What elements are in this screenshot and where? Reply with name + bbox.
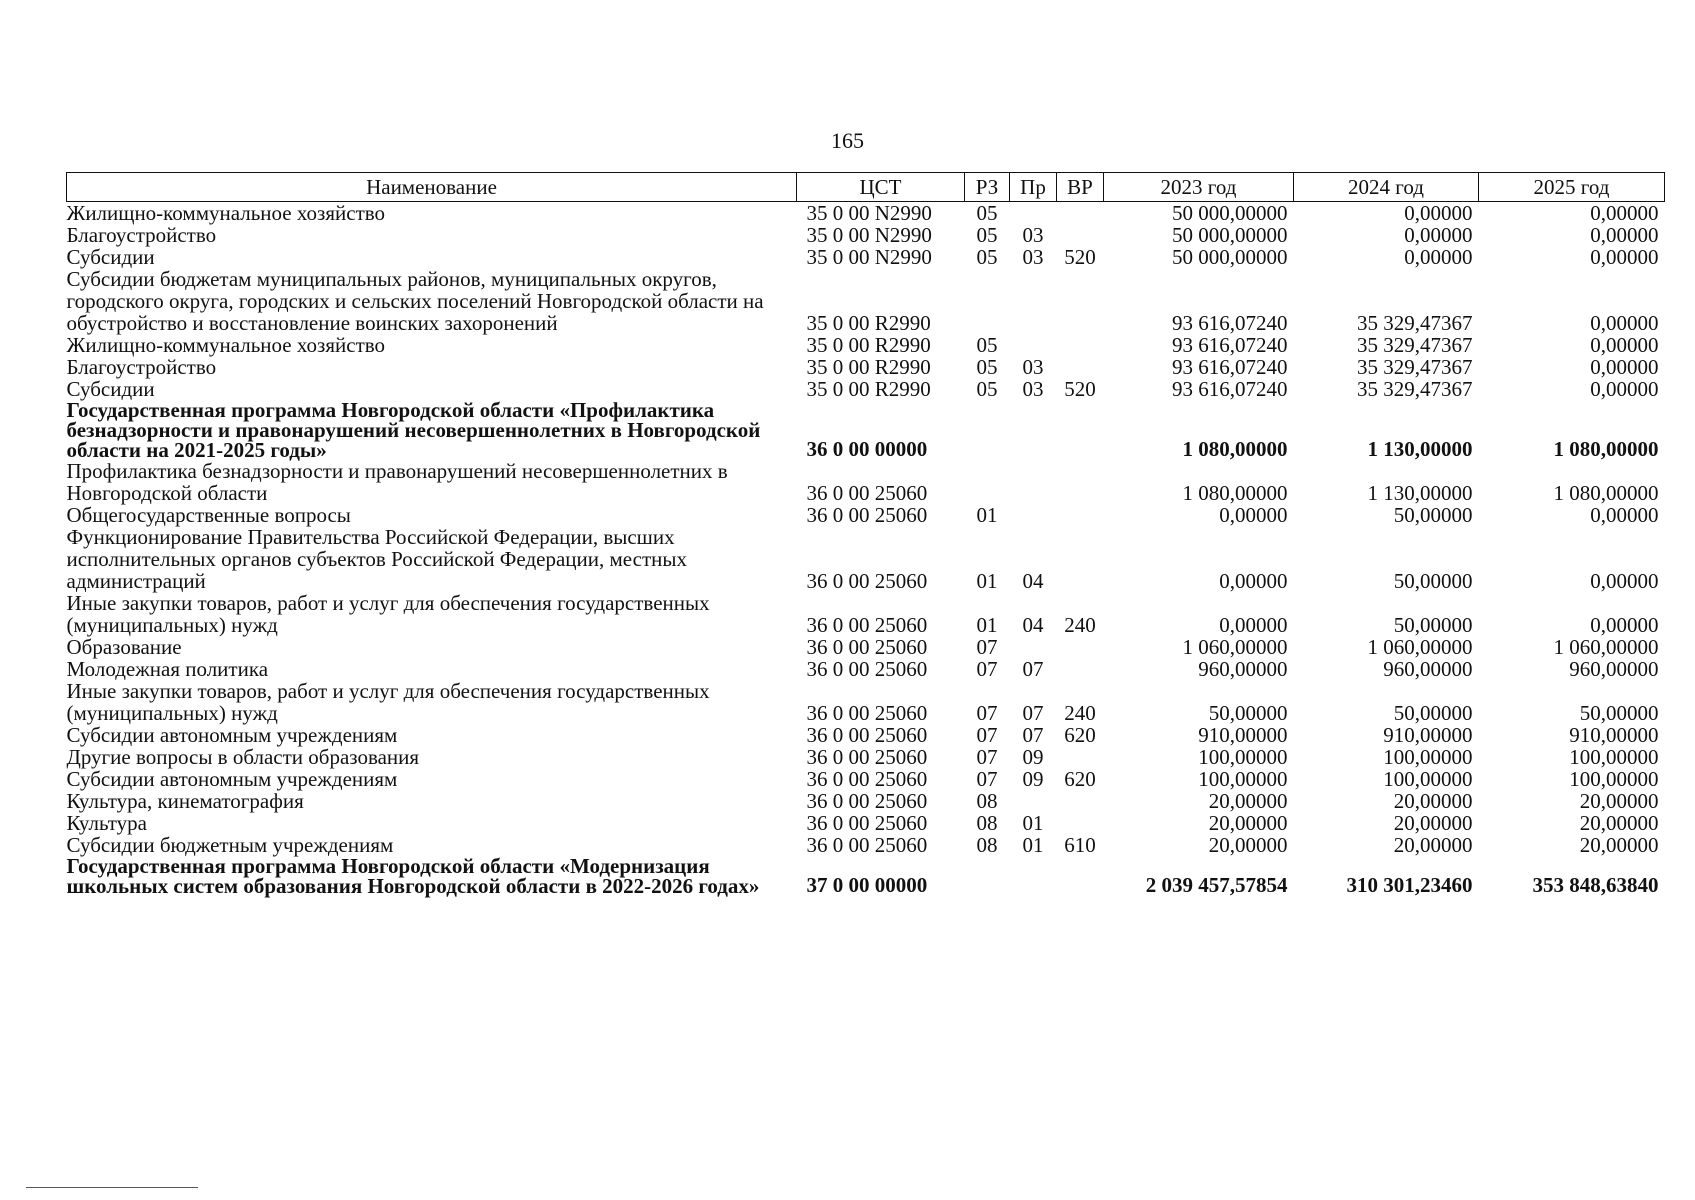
row-rz [965,856,1010,896]
row-pr [1010,400,1057,460]
header-2024: 2024 год [1294,173,1479,202]
row-pr: 01 [1022,811,1044,835]
row-vr: 620 [1064,767,1096,791]
row-rz: 07 [976,657,998,681]
row-value-2025: 0,00000 [1590,377,1659,401]
row-value-2024: 1 130,00000 [1367,481,1473,505]
table-row [67,400,1665,460]
row-value-2024: 0,00000 [1404,223,1473,247]
table-row [67,268,1665,334]
table-header-row [67,173,1665,202]
row-value-2023: 100,00000 [1198,745,1288,769]
row-rz: 07 [976,745,998,769]
row-cst: 36 0 00 25060 [806,723,928,747]
row-pr: 07 [1022,657,1044,681]
table-row [67,460,1665,504]
row-value-2024: 20,00000 [1393,833,1473,857]
row-vr: 240 [1064,613,1096,637]
row-value-2023: 93 616,07240 [1172,355,1288,379]
row-name: Молодежная политика [66,657,269,681]
header-cst: ЦСТ [797,173,965,202]
row-value-2023: 93 616,07240 [1172,377,1288,401]
row-value-2023: 100,00000 [1198,767,1288,791]
row-cst: 37 0 00 00000 [806,873,928,897]
row-value-2024: 50,00000 [1393,613,1473,637]
row-value-2024: 0,00000 [1404,201,1473,225]
row-pr: 09 [1022,745,1044,769]
row-rz [965,400,1010,460]
row-vr [1057,202,1104,225]
row-rz: 01 [976,503,998,527]
row-value-2023: 2 039 457,57854 [1145,873,1288,897]
row-value-2024: 35 329,47367 [1357,333,1473,357]
row-name: Субсидии бюджетным учреждениям [66,833,394,857]
row-vr [1057,400,1104,460]
row-vr: 240 [1064,701,1096,725]
row-rz [965,268,1010,334]
row-vr [1057,268,1104,334]
table-row [67,680,1665,724]
row-pr: 03 [1022,355,1044,379]
row-value-2025: 960,00000 [1569,657,1659,681]
row-vr: 520 [1064,245,1096,269]
row-value-2023: 960,00000 [1198,657,1288,681]
row-value-2023: 0,00000 [1219,569,1288,593]
table-row [67,834,1665,856]
row-value-2025: 0,00000 [1590,245,1659,269]
row-cst: 35 0 00 R2990 [806,355,931,379]
row-pr [1010,504,1057,526]
row-value-2025: 0,00000 [1590,201,1659,225]
row-cst: 36 0 00 25060 [806,811,928,835]
row-rz: 01 [976,569,998,593]
row-value-2024: 1 130,00000 [1367,437,1473,461]
row-value-2024: 1 060,00000 [1367,635,1473,659]
page-number: 165 [831,128,864,153]
table-row [67,526,1665,592]
row-value-2025: 50,00000 [1579,701,1659,725]
row-rz: 01 [976,613,998,637]
row-vr [1057,334,1104,356]
row-value-2025: 910,00000 [1569,723,1659,747]
row-name: Субсидии автономным учреждениям [66,723,398,747]
row-vr [1057,856,1104,896]
row-value-2023: 1 080,00000 [1182,437,1288,461]
row-value-2023: 50 000,00000 [1172,245,1288,269]
row-value-2024: 35 329,47367 [1357,355,1473,379]
row-name: Общегосударственные вопросы [66,503,351,527]
row-vr: 620 [1064,723,1096,747]
row-cst: 36 0 00 25060 [806,745,928,769]
header-2025: 2025 год [1479,173,1665,202]
row-pr: 03 [1022,223,1044,247]
row-value-2023: 20,00000 [1208,833,1288,857]
budget-table [66,172,1665,896]
row-value-2024: 50,00000 [1393,503,1473,527]
row-rz: 05 [976,355,998,379]
row-value-2023: 50 000,00000 [1172,223,1288,247]
table-row [67,768,1665,790]
row-value-2024: 50,00000 [1393,569,1473,593]
row-cst: 35 0 00 N2990 [806,223,932,247]
row-pr: 03 [1022,245,1044,269]
row-vr [1057,526,1104,592]
header-vr: ВР [1057,173,1104,202]
row-cst: 36 0 00 25060 [806,657,928,681]
row-vr: 520 [1064,377,1096,401]
row-value-2023: 93 616,07240 [1172,333,1288,357]
row-value-2025: 0,00000 [1590,311,1659,335]
row-name: Профилактика безнадзорности и правонарушений несовершеннолетних в Новгородской области [66,459,728,505]
row-rz: 05 [976,377,998,401]
row-rz: 08 [976,789,998,813]
row-cst: 36 0 00 00000 [806,437,928,461]
row-value-2024: 310 301,23460 [1346,873,1473,897]
row-cst: 36 0 00 25060 [806,701,928,725]
row-rz: 05 [976,245,998,269]
row-value-2025: 100,00000 [1569,767,1659,791]
row-value-2023: 1 060,00000 [1182,635,1288,659]
row-name: Благоустройство [66,223,217,247]
row-vr [1057,504,1104,526]
row-rz: 07 [976,767,998,791]
row-rz: 05 [976,333,998,357]
header-2023: 2023 год [1104,173,1294,202]
row-value-2024: 100,00000 [1383,767,1473,791]
row-value-2025: 100,00000 [1569,745,1659,769]
table-row [67,658,1665,680]
row-value-2025: 0,00000 [1590,333,1659,357]
row-rz: 08 [976,833,998,857]
row-name: Другие вопросы в области образования [66,745,420,769]
row-value-2023: 20,00000 [1208,789,1288,813]
row-cst: 35 0 00 R2990 [806,333,931,357]
row-cst: 36 0 00 25060 [806,635,928,659]
row-cst: 36 0 00 25060 [806,569,928,593]
row-vr [1057,812,1104,834]
row-name: Государственная программа Новгородской области «Профилактика безнадзорности и правонарушений несовершеннолетних в Новгородской области на 2021-2025 годы» [66,398,761,462]
row-pr: 09 [1022,767,1044,791]
row-cst: 36 0 00 25060 [806,789,928,813]
table-row [67,356,1665,378]
row-name: Функционирование Правительства Российской Федерации, высших исполнительных органов субъектов Российской Федерации, местных администраций [66,525,687,593]
row-value-2025: 1 080,00000 [1553,481,1659,505]
row-value-2023: 0,00000 [1219,613,1288,637]
footer-divider [26,1187,198,1188]
row-value-2024: 100,00000 [1383,745,1473,769]
row-pr: 03 [1022,377,1044,401]
row-name: Благоустройство [66,355,217,379]
row-cst: 36 0 00 25060 [806,481,928,505]
row-rz: 05 [976,223,998,247]
row-value-2023: 1 080,00000 [1182,481,1288,505]
row-name: Субсидии [66,245,155,269]
row-value-2023: 910,00000 [1198,723,1288,747]
row-value-2025: 20,00000 [1579,789,1659,813]
row-cst: 36 0 00 25060 [806,833,928,857]
row-name: Иные закупки товаров, работ и услуг для обеспечения государственных (муниципальных) нужд [66,591,710,637]
row-name: Культура, кинематография [66,789,304,813]
row-pr: 04 [1022,569,1044,593]
table-row [67,224,1665,246]
table-row [67,724,1665,746]
row-value-2025: 20,00000 [1579,811,1659,835]
row-value-2024: 35 329,47367 [1357,311,1473,335]
row-value-2024: 0,00000 [1404,245,1473,269]
table-row [67,246,1665,268]
row-name: Жилищно-коммунальное хозяйство [66,201,386,225]
row-rz: 07 [976,635,998,659]
row-value-2024: 20,00000 [1393,789,1473,813]
row-value-2023: 50 000,00000 [1172,201,1288,225]
row-rz: 05 [976,201,998,225]
row-vr [1057,356,1104,378]
row-pr: 04 [1022,613,1044,637]
row-cst: 36 0 00 25060 [806,613,928,637]
row-value-2023: 50,00000 [1208,701,1288,725]
table-row [67,636,1665,658]
row-value-2023: 93 616,07240 [1172,311,1288,335]
row-value-2024: 35 329,47367 [1357,377,1473,401]
table-row [67,334,1665,356]
header-rz: РЗ [965,173,1010,202]
row-name: Субсидии [66,377,155,401]
table-row [67,812,1665,834]
row-value-2024: 50,00000 [1393,701,1473,725]
row-rz: 08 [976,811,998,835]
row-pr: 07 [1022,723,1044,747]
header-name: Наименование [67,173,797,202]
row-cst: 35 0 00 R2990 [806,311,931,335]
row-pr [1010,636,1057,658]
row-name: Образование [66,635,182,659]
table-row [67,202,1665,225]
row-pr [1010,460,1057,504]
row-vr [1057,658,1104,680]
row-pr [1010,856,1057,896]
row-value-2025: 1 060,00000 [1553,635,1659,659]
row-rz: 07 [976,723,998,747]
row-name: Жилищно-коммунальное хозяйство [66,333,386,357]
row-name: Иные закупки товаров, работ и услуг для обеспечения государственных (муниципальных) нужд [66,679,710,725]
row-cst: 36 0 00 25060 [806,503,928,527]
row-pr [1010,334,1057,356]
row-vr [1057,224,1104,246]
row-value-2025: 0,00000 [1590,613,1659,637]
header-pr: Пр [1010,173,1057,202]
row-vr [1057,636,1104,658]
row-name: Субсидии автономным учреждениям [66,767,398,791]
row-cst: 36 0 00 25060 [806,767,928,791]
row-pr [1010,202,1057,225]
row-cst: 35 0 00 N2990 [806,245,932,269]
row-name: Государственная программа Новгородской области «Модернизация школьных систем образования Новгородской области в 2022-2026 годах» [66,854,760,898]
row-rz [965,460,1010,504]
row-value-2023: 0,00000 [1219,503,1288,527]
table-row [67,856,1665,896]
table-row [67,504,1665,526]
table-body [67,202,1665,897]
row-value-2025: 0,00000 [1590,223,1659,247]
table-row [67,746,1665,768]
row-cst: 35 0 00 R2990 [806,377,931,401]
row-vr [1057,460,1104,504]
row-pr [1010,268,1057,334]
table-row [67,790,1665,812]
row-value-2024: 910,00000 [1383,723,1473,747]
table-row [67,378,1665,400]
table-row [67,592,1665,636]
row-value-2023: 20,00000 [1208,811,1288,835]
row-value-2025: 1 080,00000 [1553,437,1659,461]
row-value-2025: 20,00000 [1579,833,1659,857]
row-pr: 07 [1022,701,1044,725]
row-value-2025: 0,00000 [1590,355,1659,379]
row-vr: 610 [1064,833,1096,857]
row-value-2025: 0,00000 [1590,503,1659,527]
row-name: Культура [66,811,147,835]
row-value-2025: 353 848,63840 [1532,873,1659,897]
row-vr [1057,790,1104,812]
row-value-2025: 0,00000 [1590,569,1659,593]
row-value-2024: 960,00000 [1383,657,1473,681]
row-pr: 01 [1022,833,1044,857]
row-value-2024: 20,00000 [1393,811,1473,835]
row-pr [1010,790,1057,812]
row-vr [1057,746,1104,768]
row-cst: 35 0 00 N2990 [806,201,932,225]
row-rz: 07 [976,701,998,725]
row-name: Субсидии бюджетам муниципальных районов, муниципальных округов, городского округа, городских и сельских поселений Новгородской области на обустройство и восстановление воинских захоронений [66,267,764,335]
